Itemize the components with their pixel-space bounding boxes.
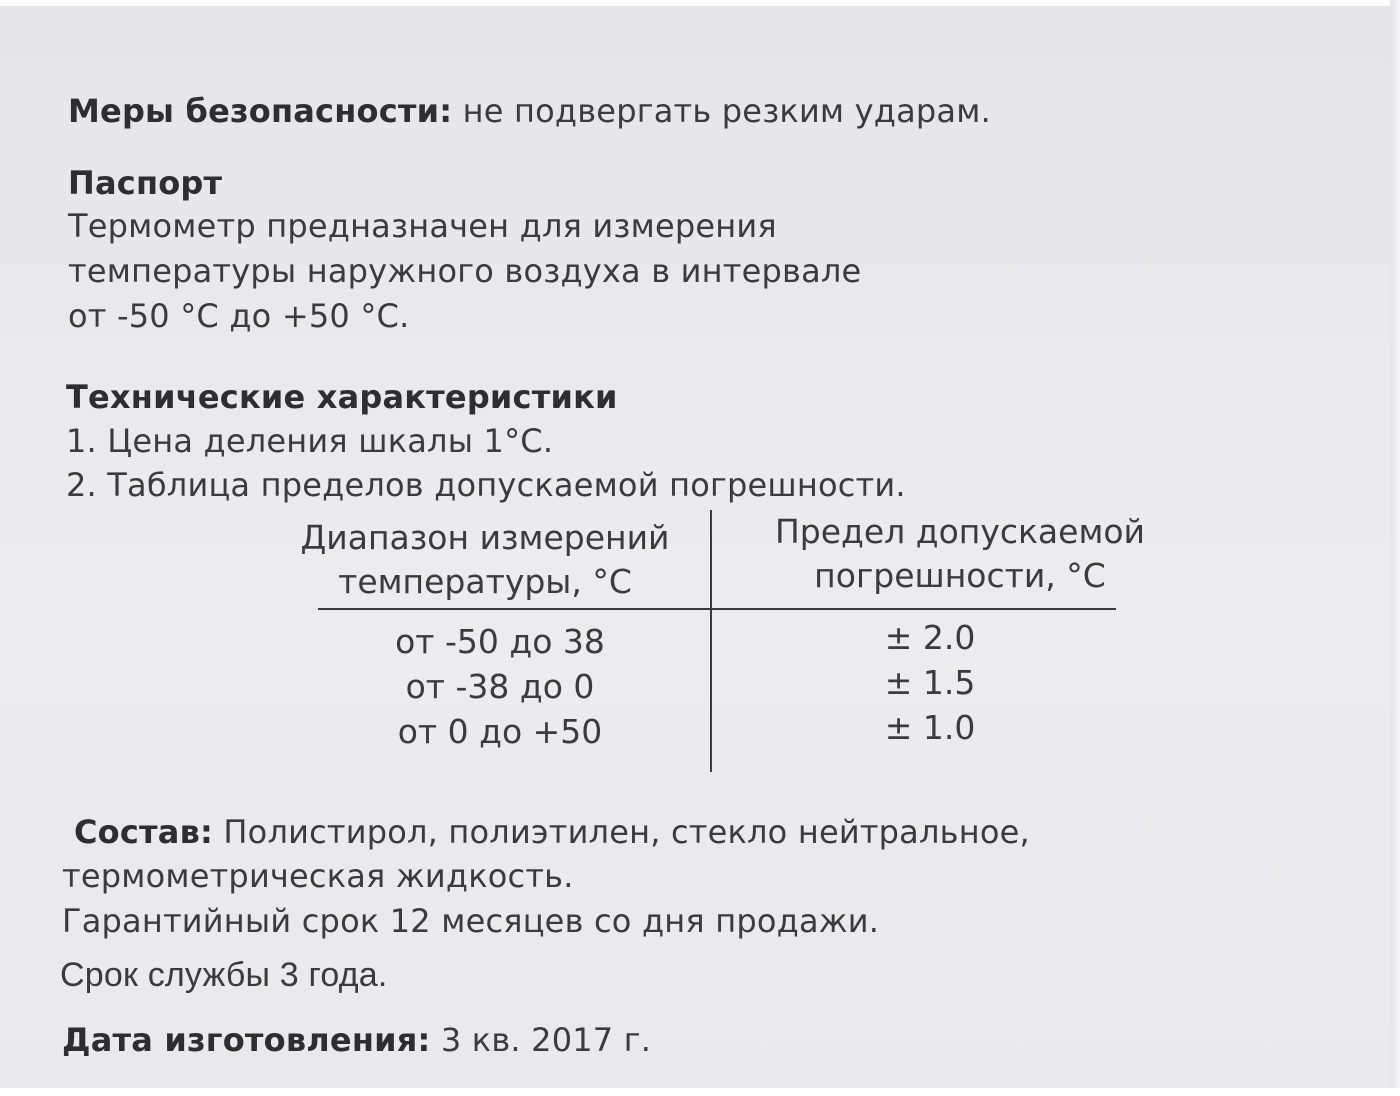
composition-line-2: термометрическая жидкость. [62,857,574,895]
safety-line [68,92,991,130]
passport-heading: Паспорт [68,164,223,202]
specs-heading: Технические характеристики [66,378,618,416]
specs-item-2: 2. Таблица пределов допускаемой погрешности. [66,466,906,504]
table-col2-header-line-2: погрешности, °С [814,556,1106,595]
page-edge-right [1390,0,1400,1096]
table-vertical-rule [710,510,712,772]
composition-text: Полистирол, полиэтилен, стекло нейтральное, [213,813,1030,851]
service-life-line: Срок службы 3 года. [60,956,388,994]
table-row-3-range: от 0 до +50 [397,712,603,751]
page-edge-bottom [0,1088,1400,1096]
passport-line-3: от -50 °С до +50 °С. [68,297,410,335]
composition-line [74,813,1030,851]
manufacture-line [62,1021,651,1059]
table-row-3-error: ± 1.0 [884,708,976,747]
table-row-1-error: ± 2.0 [884,618,976,657]
manufacture-text: 3 кв. 2017 г. [430,1021,652,1059]
specs-item-1: 1. Цена деления шкалы 1°С. [66,422,554,460]
safety-text: не подвергать резким ударам. [452,92,991,130]
table-col1-header-line-1: Диапазон измерений [300,518,670,557]
passport-line-2: температуры наружного воздуха в интервале [68,252,862,290]
table-row-2-error: ± 1.5 [884,663,976,702]
manufacture-label: Дата изготовления: [62,1021,431,1059]
table-row-2-range: от -38 до 0 [405,667,595,706]
safety-label: Меры безопасности: [68,92,453,130]
page-edge-top [0,0,1400,6]
composition-label: Состав: [74,813,214,851]
table-col2-header-line-1: Предел допускаемой [774,512,1145,551]
table-row-1-range: от -50 до 38 [395,622,605,661]
warranty-line: Гарантийный срок 12 месяцев со дня продажи. [62,902,880,940]
table-col1-header-line-2: температуры, °С [338,562,632,601]
passport-line-1: Термометр предназначен для измерения [68,207,777,245]
table-horizontal-rule [318,608,1116,610]
